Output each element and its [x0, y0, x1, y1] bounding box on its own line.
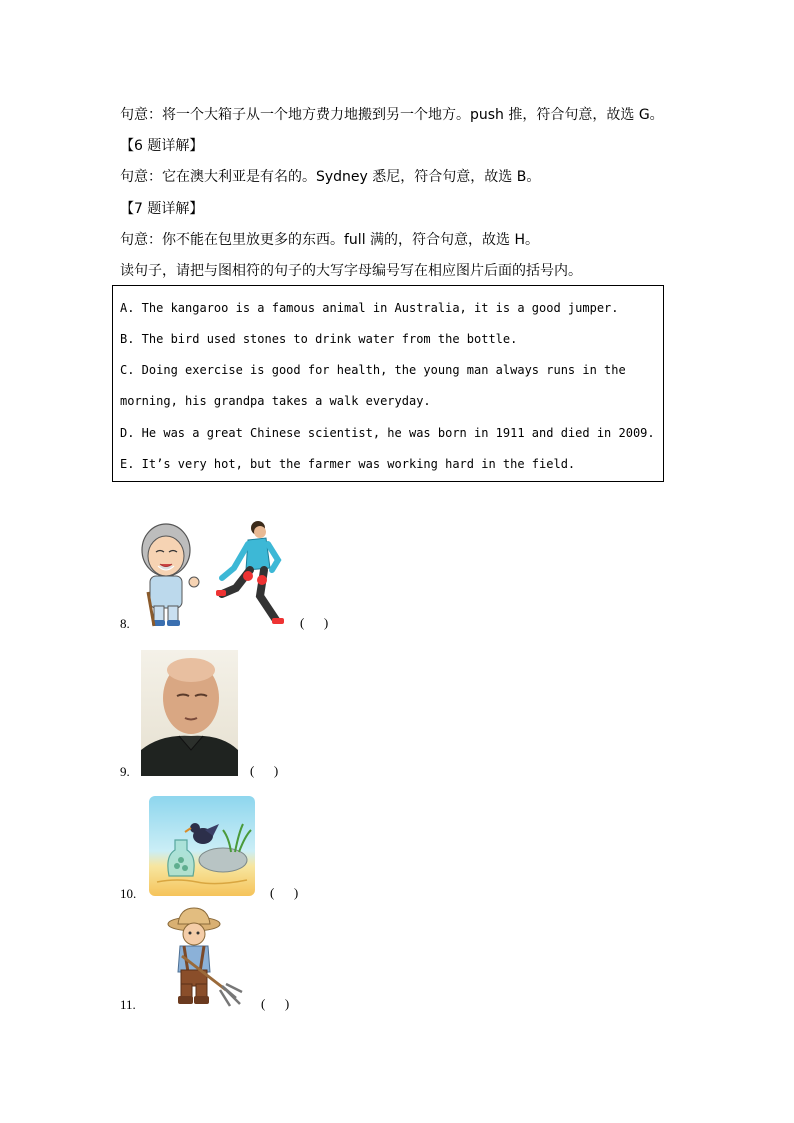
- question-11-answer-blank[interactable]: ( ): [261, 996, 290, 1011]
- option-c: C. Doing exercise is good for health, the young man always runs in the: [120, 363, 626, 377]
- option-e: E. It’s very hot, but the farmer was working hard in the field.: [120, 457, 576, 471]
- explanation-6: 句意：它在澳大利亚是有名的。Sydney 悉尼，符合句意，故选 B。: [120, 169, 541, 185]
- question-10-number: 10.: [120, 886, 137, 901]
- grandpa-and-runner-picture: [136, 520, 286, 630]
- crow-and-bottle-picture: [149, 796, 255, 896]
- options-box: [112, 285, 664, 482]
- option-c-continued: morning, his grandpa takes a walk everyday.: [120, 394, 431, 408]
- farmer-with-rake-picture: [164, 906, 244, 1010]
- heading-6-detail: 【6 题详解】: [120, 138, 204, 154]
- heading-7-detail: 【7 题详解】: [120, 201, 204, 217]
- explanation-5: 句意：将一个大箱子从一个地方费力地搬到另一个地方。push 推，符合句意，故选 G。: [120, 107, 664, 123]
- question-8-number: 8.: [120, 616, 130, 631]
- question-9-answer-blank[interactable]: ( ): [250, 763, 279, 778]
- option-b: B. The bird used stones to drink water from the bottle.: [120, 332, 518, 346]
- instruction: 读句子，请把与图相符的句子的大写字母编号写在相应图片后面的括号内。: [120, 263, 582, 279]
- question-10-answer-blank[interactable]: ( ): [270, 885, 299, 900]
- old-scientist-portrait-picture: [141, 650, 238, 776]
- question-9-number: 9.: [120, 764, 130, 779]
- option-a: A. The kangaroo is a famous animal in Australia, it is a good jumper.: [120, 301, 619, 315]
- runner-figure: [216, 521, 284, 624]
- option-d: D. He was a great Chinese scientist, he was born in 1911 and died in 2009.: [120, 426, 655, 440]
- question-11-number: 11.: [120, 997, 136, 1012]
- question-8-answer-blank[interactable]: ( ): [300, 615, 329, 630]
- grandpa-figure: [142, 524, 199, 626]
- explanation-7: 句意：你不能在包里放更多的东西。full 满的，符合句意，故选 H。: [120, 232, 540, 248]
